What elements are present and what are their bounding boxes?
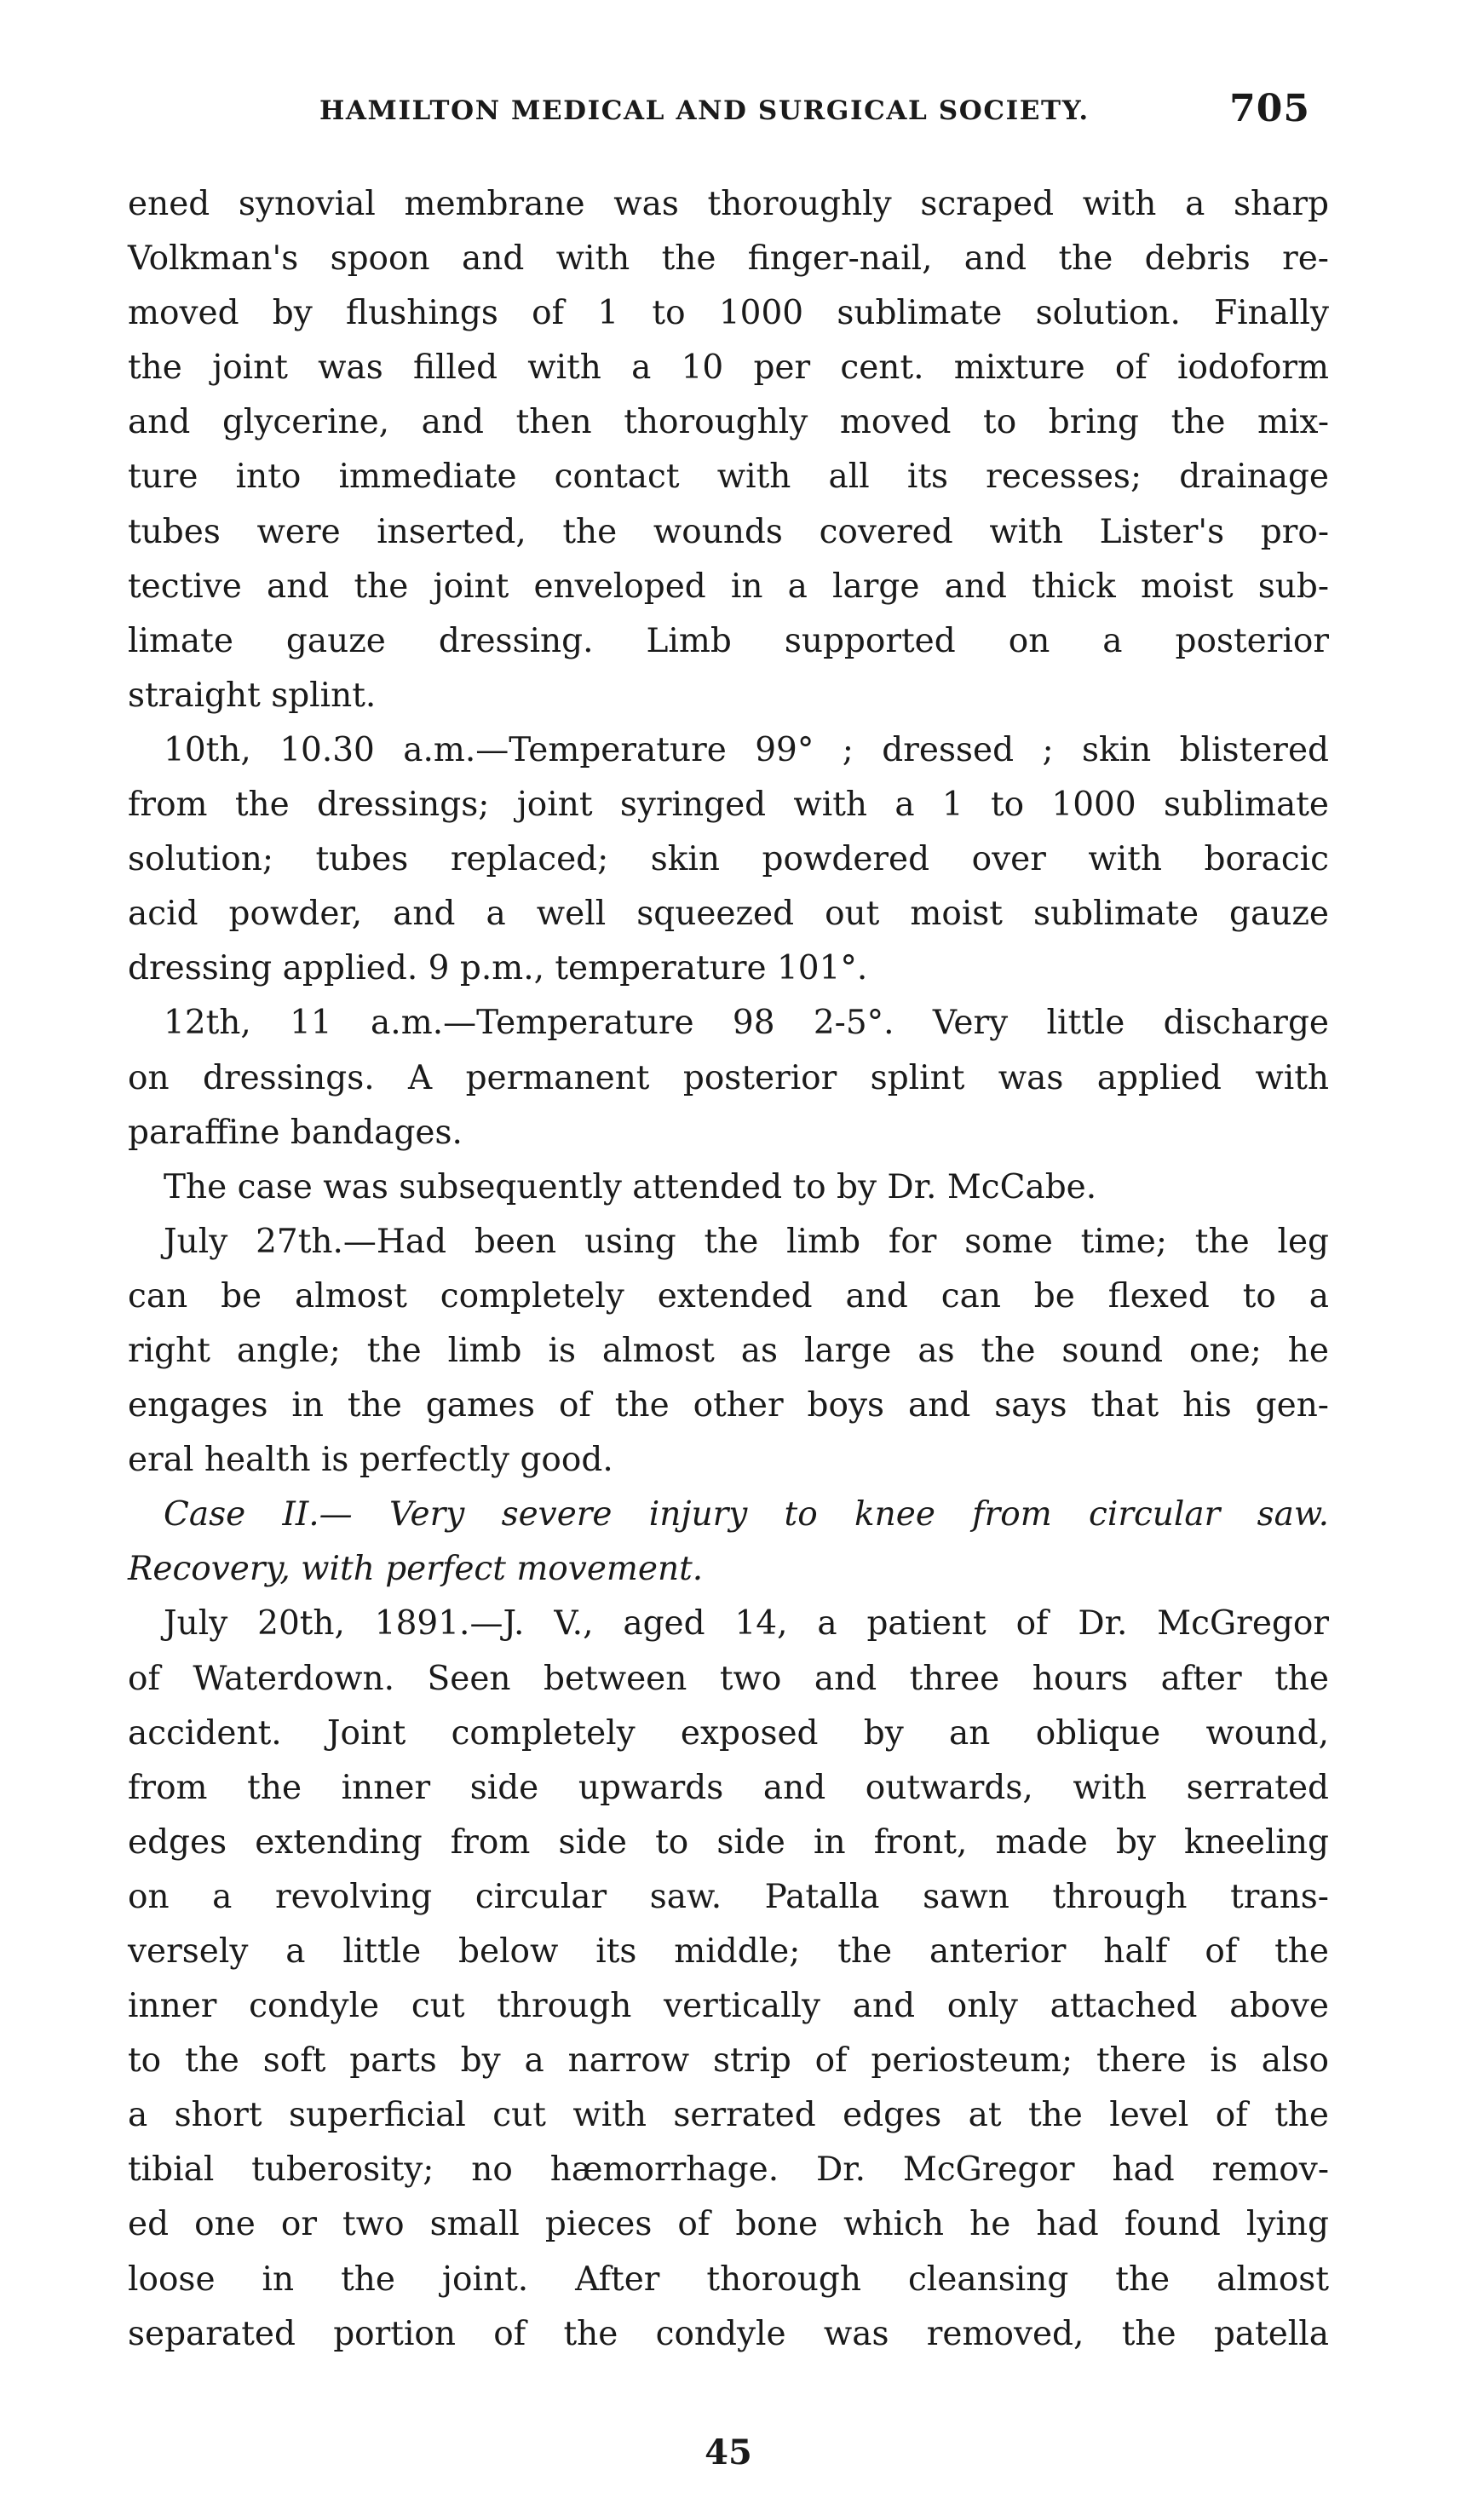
text-line: 10th, 10.30 a.m.—Temperature 99° ; dressed ; skin blistered [164,730,1329,769]
text-line: 12th, 11 a.m.—Temperature 98 2-5°. Very little discharge [164,1004,1329,1043]
text-line: engages in the games of the other boys and says that his gen- [128,1386,1329,1425]
text-line: solution; tubes replaced; skin powdered over with boracic [128,840,1329,879]
text-line: acid powder, and a well squeezed out moist sublimate gauze [128,895,1329,934]
text-line: straight splint. [128,676,377,715]
text-line: of Waterdown. Seen between two and three hours after the [128,1659,1329,1698]
text-line: tibial tuberosity; no hæmorrhage. Dr. McGregor had remov- [128,2150,1329,2190]
text-line: can be almost completely extended and can be flexed to a [128,1276,1329,1315]
case-heading: Recovery, with perfect movement. [128,1550,704,1589]
page-number: 705 [1229,87,1310,130]
text-line: from the inner side upwards and outwards, with serrated [128,1768,1329,1807]
text-line: and glycerine, and then thoroughly moved to bring the mix- [128,403,1329,442]
text-line: on dressings. A permanent posterior splint was applied with [128,1058,1329,1097]
text-line: accident. Joint completely exposed by an oblique wound, [128,1713,1329,1753]
text-line: inner condyle cut through vertically and only attached above [128,1987,1329,2026]
body-text [128,177,1329,2362]
text-line: loose in the joint. After thorough cleansing the almost [128,2260,1329,2299]
text-line: to the soft parts by a narrow strip of periosteum; there is also [128,2041,1329,2081]
text-line: the joint was filled with a 10 per cent. mixture of iodoform [128,348,1329,388]
text-line: edges extending from side to side in front, made by kneeling [128,1822,1329,1862]
text-line: eral health is perfectly good. [128,1441,613,1480]
book-page [128,0,1329,2510]
text-line: dressing applied. 9 p.m., temperature 101°. [128,949,868,988]
text-line: a short superficial cut with serrated edges at the level of the [128,2096,1329,2135]
text-line: ture into immediate contact with all its recesses; drainage [128,458,1329,497]
text-line: limate gauze dressing. Limb supported on a posterior [128,621,1329,660]
text-line: Volkman's spoon and with the finger-nail, and the debris re- [128,239,1329,279]
text-line: paraffine bandages. [128,1113,463,1152]
text-line: separated portion of the condyle was removed, the patella [128,2314,1329,2353]
running-title: HAMILTON MEDICAL AND SURGICAL SOCIETY. [319,95,1090,126]
signature-mark: 45 [705,2432,752,2473]
text-line: right angle; the limb is almost as large as the sound one; he [128,1331,1329,1370]
text-line: tubes were inserted, the wounds covered with Lister's pro- [128,512,1329,551]
text-line: July 27th.—Had been using the limb for some time; the leg [164,1222,1329,1261]
case-heading: Case II.— Very severe injury to knee from circular saw. [164,1495,1329,1534]
text-line: versely a little below its middle; the anterior half of the [128,1932,1329,1971]
text-line: ened synovial membrane was thoroughly scraped with a sharp [128,185,1329,223]
text-line: The case was subsequently attended to by Dr. McCabe. [164,1167,1097,1206]
text-line: moved by flushings of 1 to 1000 sublimate solution. Finally [128,294,1329,333]
running-head [128,87,1329,143]
text-line: from the dressings; joint syringed with a 1 to 1000 sublimate [128,786,1329,825]
text-line: ed one or two small pieces of bone which he had found lying [128,2205,1329,2244]
text-line: on a revolving circular saw. Patalla sawn through trans- [128,1877,1329,1916]
text-line: tective and the joint enveloped in a large and thick moist sub- [128,567,1329,606]
text-line: July 20th, 1891.—J. V., aged 14, a patient of Dr. McGregor [164,1604,1329,1644]
